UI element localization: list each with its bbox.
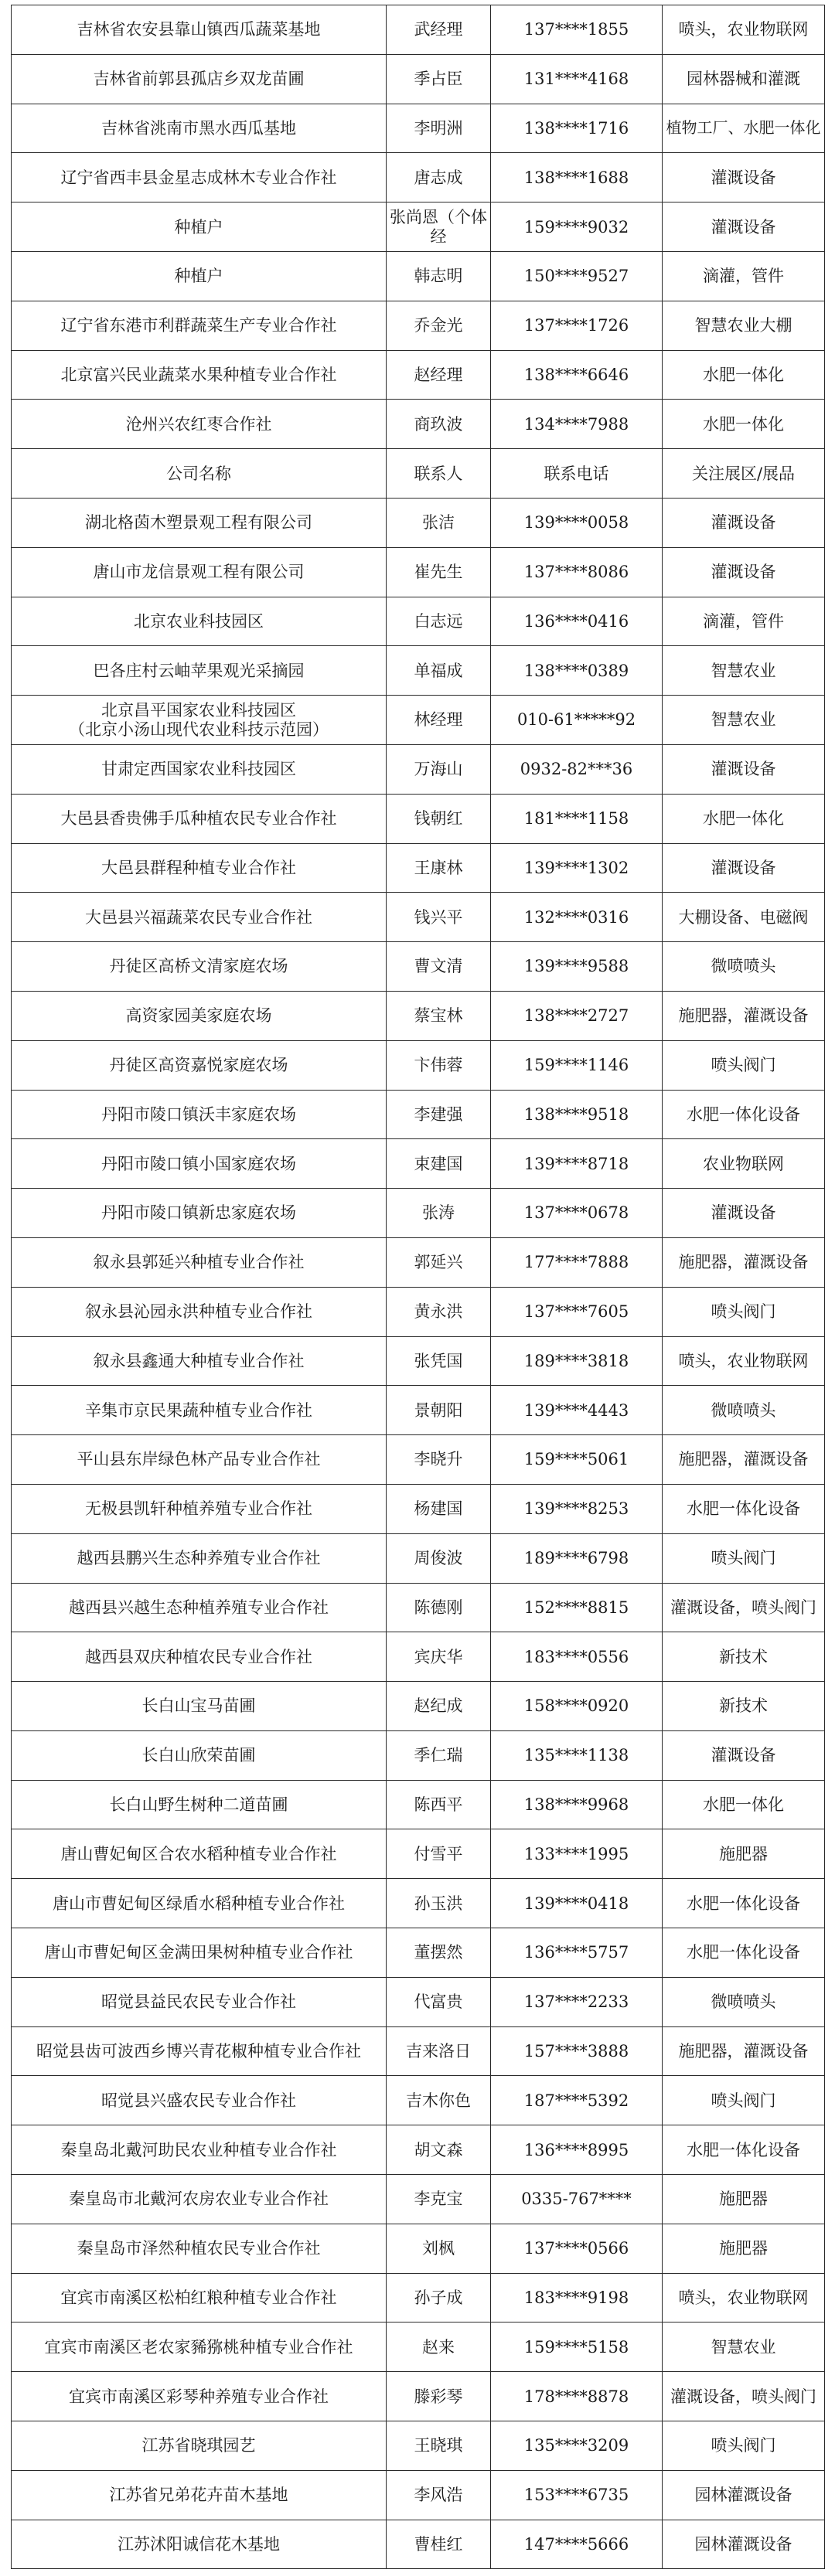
contact-cell: 钱兴平 bbox=[387, 893, 491, 942]
phone-cell: 159****5158 bbox=[491, 2322, 663, 2372]
interest-cell: 喷头阀门 bbox=[663, 2076, 825, 2125]
phone-cell: 158****0920 bbox=[491, 1682, 663, 1731]
contact-cell: 王晓琪 bbox=[387, 2421, 491, 2471]
table-row bbox=[12, 2421, 825, 2471]
phone-cell: 189****3818 bbox=[491, 1336, 663, 1386]
company-cell: 昭觉县兴盛农民专业合作社 bbox=[12, 2076, 387, 2125]
company-cell: 秦皇岛市北戴河农房农业专业合作社 bbox=[12, 2175, 387, 2224]
table-row bbox=[12, 54, 825, 104]
phone-cell: 139****8253 bbox=[491, 1484, 663, 1533]
contact-cell: 赵来 bbox=[387, 2322, 491, 2372]
interest-cell: 灌溉设备 bbox=[663, 843, 825, 893]
phone-cell: 137****7605 bbox=[491, 1287, 663, 1336]
interest-cell: 智慧农业 bbox=[663, 2322, 825, 2372]
contact-cell: 吉木你色 bbox=[387, 2076, 491, 2125]
contact-cell: 付雪平 bbox=[387, 1829, 491, 1879]
table-row bbox=[12, 1336, 825, 1386]
table-row bbox=[12, 794, 825, 843]
interest-cell: 喷头阀门 bbox=[663, 1287, 825, 1336]
company-cell: 越西县鹏兴生态种养殖专业合作社 bbox=[12, 1533, 387, 1583]
table-row bbox=[12, 1090, 825, 1139]
contact-cell: 赵纪成 bbox=[387, 1682, 491, 1731]
company-cell: 唐山市龙信景观工程有限公司 bbox=[12, 547, 387, 597]
company-cell: 唐山曹妃甸区合农水稻种植专业合作社 bbox=[12, 1829, 387, 1879]
table-row bbox=[12, 1139, 825, 1189]
contact-cell: 周俊波 bbox=[387, 1533, 491, 1583]
table-body bbox=[12, 5, 825, 2569]
company-cell: 平山县东岸绿色林产品专业合作社 bbox=[12, 1435, 387, 1485]
company-cell: 公司名称 bbox=[12, 449, 387, 499]
contact-cell: 郭延兴 bbox=[387, 1237, 491, 1287]
interest-cell: 灌溉设备 bbox=[663, 202, 825, 252]
table-row bbox=[12, 696, 825, 745]
interest-cell: 施肥器，灌溉设备 bbox=[663, 2026, 825, 2076]
phone-cell: 138****9518 bbox=[491, 1090, 663, 1139]
phone-cell: 139****4443 bbox=[491, 1386, 663, 1435]
contact-cell: 陈西平 bbox=[387, 1780, 491, 1829]
table-row bbox=[12, 744, 825, 794]
phone-cell: 177****7888 bbox=[491, 1237, 663, 1287]
interest-cell: 施肥器 bbox=[663, 1829, 825, 1879]
interest-cell: 灌溉设备 bbox=[663, 498, 825, 547]
interest-cell: 智慧农业 bbox=[663, 646, 825, 696]
contact-cell: 孙玉洪 bbox=[387, 1879, 491, 1928]
table-row bbox=[12, 991, 825, 1040]
table-row bbox=[12, 1386, 825, 1435]
table-row bbox=[12, 1435, 825, 1485]
table-row bbox=[12, 301, 825, 350]
company-cell: 江苏沭阳诚信花木基地 bbox=[12, 2520, 387, 2569]
contact-cell: 张凭国 bbox=[387, 1336, 491, 1386]
company-cell: 北京昌平国家农业科技园区 （北京小汤山现代农业科技示范园） bbox=[12, 696, 387, 745]
interest-cell: 智慧农业大棚 bbox=[663, 301, 825, 350]
company-cell: 大邑县兴福蔬菜农民专业合作社 bbox=[12, 893, 387, 942]
phone-cell: 0932-82***36 bbox=[491, 744, 663, 794]
table-row bbox=[12, 449, 825, 499]
interest-cell: 水肥一体化设备 bbox=[663, 1484, 825, 1533]
table-row bbox=[12, 1040, 825, 1090]
interest-cell: 喷头，农业物联网 bbox=[663, 2273, 825, 2322]
table-row bbox=[12, 2520, 825, 2569]
contact-cell: 联系人 bbox=[387, 449, 491, 499]
contact-cell: 商玖波 bbox=[387, 400, 491, 449]
interest-cell: 水肥一体化 bbox=[663, 794, 825, 843]
contact-cell: 吉来洛日 bbox=[387, 2026, 491, 2076]
company-cell: 丹徒区高资嘉悦家庭农场 bbox=[12, 1040, 387, 1090]
table-row bbox=[12, 2125, 825, 2175]
phone-cell: 138****0389 bbox=[491, 646, 663, 696]
interest-cell: 微喷喷头 bbox=[663, 1386, 825, 1435]
contact-cell: 李明洲 bbox=[387, 104, 491, 153]
contact-cell: 刘枫 bbox=[387, 2224, 491, 2273]
table-row bbox=[12, 2372, 825, 2421]
contact-cell: 季占臣 bbox=[387, 54, 491, 104]
table-row bbox=[12, 942, 825, 992]
company-cell: 昭觉县益民农民专业合作社 bbox=[12, 1977, 387, 2026]
phone-cell: 136****8995 bbox=[491, 2125, 663, 2175]
interest-cell: 施肥器，灌溉设备 bbox=[663, 1435, 825, 1485]
company-cell: 长白山野生树种二道苗圃 bbox=[12, 1780, 387, 1829]
company-cell: 北京富兴民业蔬菜水果种植专业合作社 bbox=[12, 350, 387, 400]
table-row bbox=[12, 2273, 825, 2322]
phone-cell: 153****6735 bbox=[491, 2470, 663, 2520]
phone-cell: 134****7988 bbox=[491, 400, 663, 449]
company-cell: 秦皇岛市泽然种植农民专业合作社 bbox=[12, 2224, 387, 2273]
interest-cell: 水肥一体化 bbox=[663, 350, 825, 400]
interest-cell: 灌溉设备 bbox=[663, 744, 825, 794]
company-cell: 甘肃定西国家农业科技园区 bbox=[12, 744, 387, 794]
interest-cell: 灌溉设备，喷头阀门 bbox=[663, 2372, 825, 2421]
company-cell: 长白山欣荣苗圃 bbox=[12, 1730, 387, 1780]
company-cell: 叙永县郭延兴种植专业合作社 bbox=[12, 1237, 387, 1287]
phone-cell: 138****9968 bbox=[491, 1780, 663, 1829]
table-row bbox=[12, 893, 825, 942]
company-cell: 巴各庄村云岫苹果观光采摘园 bbox=[12, 646, 387, 696]
company-cell: 种植户 bbox=[12, 202, 387, 252]
contact-cell: 白志远 bbox=[387, 597, 491, 646]
phone-cell: 139****0418 bbox=[491, 1879, 663, 1928]
company-cell: 叙永县鑫通大种植专业合作社 bbox=[12, 1336, 387, 1386]
table-row bbox=[12, 1928, 825, 1978]
contact-cell: 武经理 bbox=[387, 5, 491, 55]
contact-cell: 李克宝 bbox=[387, 2175, 491, 2224]
company-cell: 辛集市京民果蔬种植专业合作社 bbox=[12, 1386, 387, 1435]
table-row bbox=[12, 2026, 825, 2076]
interest-cell: 微喷喷头 bbox=[663, 1977, 825, 2026]
phone-cell: 138****2727 bbox=[491, 991, 663, 1040]
company-cell: 大邑县群程种植专业合作社 bbox=[12, 843, 387, 893]
company-cell: 叙永县沁园永洪种植专业合作社 bbox=[12, 1287, 387, 1336]
interest-cell: 关注展区/展品 bbox=[663, 449, 825, 499]
table-row bbox=[12, 400, 825, 449]
company-cell: 大邑县香贵佛手瓜种植农民专业合作社 bbox=[12, 794, 387, 843]
phone-cell: 0335-767**** bbox=[491, 2175, 663, 2224]
phone-cell: 136****5757 bbox=[491, 1928, 663, 1978]
table-row bbox=[12, 153, 825, 202]
phone-cell: 137****0678 bbox=[491, 1189, 663, 1238]
company-cell: 宜宾市南溪区老农家豨猕桃种植专业合作社 bbox=[12, 2322, 387, 2372]
company-cell: 唐山市曹妃甸区金满田果树种植专业合作社 bbox=[12, 1928, 387, 1978]
table-row bbox=[12, 350, 825, 400]
contact-cell: 崔先生 bbox=[387, 547, 491, 597]
interest-cell: 滴灌，管件 bbox=[663, 251, 825, 301]
company-cell: 辽宁省西丰县金星志成林木专业合作社 bbox=[12, 153, 387, 202]
phone-cell: 133****1995 bbox=[491, 1829, 663, 1879]
company-cell: 丹阳市陵口镇沃丰家庭农场 bbox=[12, 1090, 387, 1139]
table-row bbox=[12, 1879, 825, 1928]
phone-cell: 137****8086 bbox=[491, 547, 663, 597]
interest-cell: 灌溉设备 bbox=[663, 153, 825, 202]
interest-cell: 智慧农业 bbox=[663, 696, 825, 745]
phone-cell: 183****0556 bbox=[491, 1632, 663, 1682]
contact-cell: 曹文清 bbox=[387, 942, 491, 992]
contact-cell: 李建强 bbox=[387, 1090, 491, 1139]
contact-cell: 卞伟蓉 bbox=[387, 1040, 491, 1090]
contact-cell: 唐志成 bbox=[387, 153, 491, 202]
phone-cell: 138****1688 bbox=[491, 153, 663, 202]
company-cell: 越西县双庆种植农民专业合作社 bbox=[12, 1632, 387, 1682]
interest-cell: 水肥一体化设备 bbox=[663, 1879, 825, 1928]
phone-cell: 159****5061 bbox=[491, 1435, 663, 1485]
company-cell: 越西县兴越生态种植养殖专业合作社 bbox=[12, 1583, 387, 1632]
contact-cell: 宾庆华 bbox=[387, 1632, 491, 1682]
company-cell: 宜宾市南溪区松柏红粮种植专业合作社 bbox=[12, 2273, 387, 2322]
phone-cell: 131****4168 bbox=[491, 54, 663, 104]
phone-cell: 150****9527 bbox=[491, 251, 663, 301]
table-row bbox=[12, 1533, 825, 1583]
interest-cell: 水肥一体化 bbox=[663, 1780, 825, 1829]
phone-cell: 159****1146 bbox=[491, 1040, 663, 1090]
contact-cell: 滕彩琴 bbox=[387, 2372, 491, 2421]
phone-cell: 135****1138 bbox=[491, 1730, 663, 1780]
table-row bbox=[12, 104, 825, 153]
table-row bbox=[12, 2322, 825, 2372]
phone-cell: 137****1855 bbox=[491, 5, 663, 55]
contact-cell: 代富贵 bbox=[387, 1977, 491, 2026]
phone-cell: 135****3209 bbox=[491, 2421, 663, 2471]
contact-cell: 韩志明 bbox=[387, 251, 491, 301]
contact-cell: 李风浩 bbox=[387, 2470, 491, 2520]
interest-cell: 喷头阀门 bbox=[663, 1040, 825, 1090]
company-cell: 长白山宝马苗圃 bbox=[12, 1682, 387, 1731]
table-row bbox=[12, 1780, 825, 1829]
interest-cell: 水肥一体化设备 bbox=[663, 1090, 825, 1139]
contact-cell: 景朝阳 bbox=[387, 1386, 491, 1435]
contact-cell: 张涛 bbox=[387, 1189, 491, 1238]
contact-cell: 杨建国 bbox=[387, 1484, 491, 1533]
contact-cell: 蔡宝林 bbox=[387, 991, 491, 1040]
interest-cell: 灌溉设备，喷头阀门 bbox=[663, 1583, 825, 1632]
phone-cell: 联系电话 bbox=[491, 449, 663, 499]
interest-cell: 喷头阀门 bbox=[663, 1533, 825, 1583]
company-cell: 吉林省洮南市黑水西瓜基地 bbox=[12, 104, 387, 153]
contact-cell: 胡文森 bbox=[387, 2125, 491, 2175]
company-cell: 高资家园美家庭农场 bbox=[12, 991, 387, 1040]
company-cell: 唐山市曹妃甸区绿盾水稻种植专业合作社 bbox=[12, 1879, 387, 1928]
table-row bbox=[12, 597, 825, 646]
contact-cell: 曹桂红 bbox=[387, 2520, 491, 2569]
contact-cell: 黄永洪 bbox=[387, 1287, 491, 1336]
table-row bbox=[12, 202, 825, 252]
table-row bbox=[12, 251, 825, 301]
table-row bbox=[12, 498, 825, 547]
contact-cell: 单福成 bbox=[387, 646, 491, 696]
table-row bbox=[12, 843, 825, 893]
phone-cell: 181****1158 bbox=[491, 794, 663, 843]
table-row bbox=[12, 2175, 825, 2224]
interest-cell: 灌溉设备 bbox=[663, 1730, 825, 1780]
company-cell: 江苏省晓琪园艺 bbox=[12, 2421, 387, 2471]
interest-cell: 水肥一体化设备 bbox=[663, 1928, 825, 1978]
contact-cell: 王康林 bbox=[387, 843, 491, 893]
interest-cell: 微喷喷头 bbox=[663, 942, 825, 992]
contact-cell: 孙子成 bbox=[387, 2273, 491, 2322]
table-row bbox=[12, 1632, 825, 1682]
interest-cell: 园林灌溉设备 bbox=[663, 2520, 825, 2569]
interest-cell: 滴灌，管件 bbox=[663, 597, 825, 646]
table-row bbox=[12, 1189, 825, 1238]
company-cell: 吉林省前郭县孤店乡双龙苗圃 bbox=[12, 54, 387, 104]
contact-cell: 董摆然 bbox=[387, 1928, 491, 1978]
interest-cell: 灌溉设备 bbox=[663, 1189, 825, 1238]
interest-cell: 喷头阀门 bbox=[663, 2421, 825, 2471]
contact-cell: 万海山 bbox=[387, 744, 491, 794]
interest-cell: 施肥器 bbox=[663, 2175, 825, 2224]
interest-cell: 大棚设备、电磁阀 bbox=[663, 893, 825, 942]
table-row bbox=[12, 2224, 825, 2273]
exhibitor-table bbox=[11, 5, 825, 2569]
phone-cell: 138****6646 bbox=[491, 350, 663, 400]
phone-cell: 139****8718 bbox=[491, 1139, 663, 1189]
company-cell: 吉林省农安县靠山镇西瓜蔬菜基地 bbox=[12, 5, 387, 55]
company-cell: 丹阳市陵口镇新忠家庭农场 bbox=[12, 1189, 387, 1238]
table-row bbox=[12, 1682, 825, 1731]
table-row bbox=[12, 5, 825, 55]
contact-cell: 束建国 bbox=[387, 1139, 491, 1189]
contact-cell: 张洁 bbox=[387, 498, 491, 547]
phone-cell: 159****9032 bbox=[491, 202, 663, 252]
phone-cell: 139****9588 bbox=[491, 942, 663, 992]
phone-cell: 152****8815 bbox=[491, 1583, 663, 1632]
phone-cell: 178****8878 bbox=[491, 2372, 663, 2421]
contact-cell: 李晓升 bbox=[387, 1435, 491, 1485]
company-cell: 宜宾市南溪区彩琴种养殖专业合作社 bbox=[12, 2372, 387, 2421]
interest-cell: 喷头，农业物联网 bbox=[663, 5, 825, 55]
company-cell: 种植户 bbox=[12, 251, 387, 301]
interest-cell: 新技术 bbox=[663, 1682, 825, 1731]
phone-cell: 187****5392 bbox=[491, 2076, 663, 2125]
table-row bbox=[12, 1287, 825, 1336]
interest-cell: 水肥一体化 bbox=[663, 400, 825, 449]
phone-cell: 139****0058 bbox=[491, 498, 663, 547]
company-cell: 无极县凯轩种植养殖专业合作社 bbox=[12, 1484, 387, 1533]
interest-cell: 植物工厂、水肥一体化 bbox=[663, 104, 825, 153]
contact-cell: 林经理 bbox=[387, 696, 491, 745]
company-cell: 辽宁省东港市利群蔬菜生产专业合作社 bbox=[12, 301, 387, 350]
company-cell: 丹徒区高桥文清家庭农场 bbox=[12, 942, 387, 992]
company-cell: 沧州兴农红枣合作社 bbox=[12, 400, 387, 449]
interest-cell: 施肥器，灌溉设备 bbox=[663, 1237, 825, 1287]
contact-cell: 赵经理 bbox=[387, 350, 491, 400]
company-cell: 秦皇岛北戴河助民农业种植专业合作社 bbox=[12, 2125, 387, 2175]
table-row bbox=[12, 1583, 825, 1632]
phone-cell: 138****1716 bbox=[491, 104, 663, 153]
phone-cell: 157****3888 bbox=[491, 2026, 663, 2076]
company-cell: 丹阳市陵口镇小国家庭农场 bbox=[12, 1139, 387, 1189]
contact-cell: 季仁瑞 bbox=[387, 1730, 491, 1780]
table-row bbox=[12, 2470, 825, 2520]
table-row bbox=[12, 1829, 825, 1879]
phone-cell: 137****1726 bbox=[491, 301, 663, 350]
interest-cell: 灌溉设备 bbox=[663, 547, 825, 597]
phone-cell: 137****2233 bbox=[491, 1977, 663, 2026]
phone-cell: 183****9198 bbox=[491, 2273, 663, 2322]
table-row bbox=[12, 646, 825, 696]
phone-cell: 137****0566 bbox=[491, 2224, 663, 2273]
interest-cell: 农业物联网 bbox=[663, 1139, 825, 1189]
interest-cell: 新技术 bbox=[663, 1632, 825, 1682]
interest-cell: 施肥器 bbox=[663, 2224, 825, 2273]
interest-cell: 园林器械和灌溉 bbox=[663, 54, 825, 104]
interest-cell: 园林灌溉设备 bbox=[663, 2470, 825, 2520]
company-cell: 江苏省兄弟花卉苗木基地 bbox=[12, 2470, 387, 2520]
table-row bbox=[12, 1484, 825, 1533]
phone-cell: 136****0416 bbox=[491, 597, 663, 646]
phone-cell: 132****0316 bbox=[491, 893, 663, 942]
phone-cell: 139****1302 bbox=[491, 843, 663, 893]
company-cell: 北京农业科技园区 bbox=[12, 597, 387, 646]
table-row bbox=[12, 2076, 825, 2125]
interest-cell: 施肥器，灌溉设备 bbox=[663, 991, 825, 1040]
phone-cell: 010-61*****92 bbox=[491, 696, 663, 745]
table-row bbox=[12, 547, 825, 597]
table-row bbox=[12, 1237, 825, 1287]
interest-cell: 水肥一体化设备 bbox=[663, 2125, 825, 2175]
company-cell: 湖北格茵木塑景观工程有限公司 bbox=[12, 498, 387, 547]
interest-cell: 喷头，农业物联网 bbox=[663, 1336, 825, 1386]
table-row bbox=[12, 1730, 825, 1780]
contact-cell: 乔金光 bbox=[387, 301, 491, 350]
company-cell: 昭觉县齿可波西乡博兴青花椒种植专业合作社 bbox=[12, 2026, 387, 2076]
contact-cell: 陈德刚 bbox=[387, 1583, 491, 1632]
phone-cell: 189****6798 bbox=[491, 1533, 663, 1583]
table-row bbox=[12, 1977, 825, 2026]
phone-cell: 147****5666 bbox=[491, 2520, 663, 2569]
contact-cell: 钱朝红 bbox=[387, 794, 491, 843]
contact-cell: 张尚恩（个体经 bbox=[387, 202, 491, 252]
